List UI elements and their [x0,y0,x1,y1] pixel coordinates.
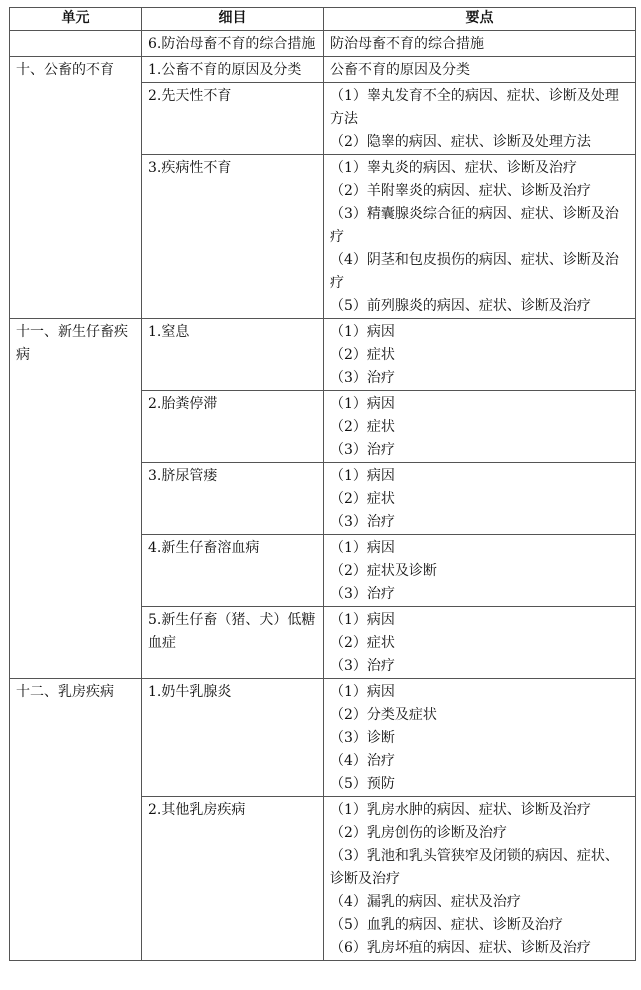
points-cell [324,155,636,319]
point-item: （1）病因 [330,540,395,556]
item-cell: 2.先天性不育 [142,83,324,155]
points-cell [324,797,636,961]
point-item: （6）乳房坏疽的病因、症状、诊断及治疗 [330,940,591,956]
unit-cell: 十二、乳房疾病 [10,679,142,961]
table-row [10,31,636,57]
point-item: （3）治疗 [330,658,395,674]
point-item: （1）病因 [330,684,395,700]
point-item: （2）症状及诊断 [330,563,437,579]
item-cell: 6.防治母畜不育的综合措施 [142,31,324,57]
point-item: （3）诊断 [330,730,395,746]
point-item: （2）羊附睾炎的病因、症状、诊断及治疗 [330,183,591,199]
point-item: （3）治疗 [330,514,395,530]
item-cell: 4.新生仔畜溶血病 [142,535,324,607]
point-item: （3）精囊腺炎综合征的病因、症状、诊断及治疗 [330,206,619,245]
item-cell: 3.疾病性不育 [142,155,324,319]
item-cell: 1.公畜不育的原因及分类 [142,57,324,83]
point-item: （1）睾丸炎的病因、症状、诊断及治疗 [330,160,577,176]
unit-cell: 十一、新生仔畜疾病 [10,319,142,679]
table-row [10,679,636,797]
point-item: （1）病因 [330,396,395,412]
syllabus-table [9,7,636,961]
points-cell [324,319,636,391]
table-row [10,319,636,391]
point-item: （2）症状 [330,635,395,651]
point-item: （5）预防 [330,776,395,792]
points-cell [324,83,636,155]
point-item: （3）治疗 [330,442,395,458]
point-item: （1）睾丸发育不全的病因、症状、诊断及处理方法 [330,88,619,127]
header-unit: 单元 [10,8,142,31]
table-body [10,31,636,961]
point-item: （2）分类及症状 [330,707,437,723]
item-cell: 1.奶牛乳腺炎 [142,679,324,797]
header-points: 要点 [324,8,636,31]
point-item: （3）治疗 [330,370,395,386]
unit-cell [10,31,142,57]
point-item: （5）血乳的病因、症状、诊断及治疗 [330,917,563,933]
table-row [10,57,636,83]
point-item: （1）病因 [330,468,395,484]
point-item: （3）治疗 [330,586,395,602]
points-cell [324,535,636,607]
point-item: （1）病因 [330,612,395,628]
points-cell [324,463,636,535]
point-item: （5）前列腺炎的病因、症状、诊断及治疗 [330,298,591,314]
header-row [10,8,636,31]
points-cell [324,57,636,83]
point-item: （4）治疗 [330,753,395,769]
point-item: （4）阴茎和包皮损伤的病因、症状、诊断及治疗 [330,252,619,291]
header-item: 细目 [142,8,324,31]
point-item: 公畜不育的原因及分类 [330,62,470,78]
item-cell: 2.胎粪停滞 [142,391,324,463]
points-cell [324,679,636,797]
point-item: （3）乳池和乳头管狭窄及闭锁的病因、症状、诊断及治疗 [330,848,619,887]
point-item: （1）乳房水肿的病因、症状、诊断及治疗 [330,802,591,818]
point-item: （2）症状 [330,347,395,363]
unit-cell: 十、公畜的不育 [10,57,142,319]
item-cell: 5.新生仔畜（猪、犬）低糖血症 [142,607,324,679]
point-item: （2）乳房创伤的诊断及治疗 [330,825,507,841]
point-item: （4）漏乳的病因、症状及治疗 [330,894,521,910]
point-item: （2）隐睾的病因、症状、诊断及处理方法 [330,134,591,150]
point-item: （2）症状 [330,491,395,507]
item-cell: 1.窒息 [142,319,324,391]
item-cell: 2.其他乳房疾病 [142,797,324,961]
points-cell [324,31,636,57]
point-item: （2）症状 [330,419,395,435]
point-item: （1）病因 [330,324,395,340]
points-cell [324,391,636,463]
points-cell [324,607,636,679]
item-cell: 3.脐尿管瘘 [142,463,324,535]
point-item: 防治母畜不育的综合措施 [330,36,484,52]
